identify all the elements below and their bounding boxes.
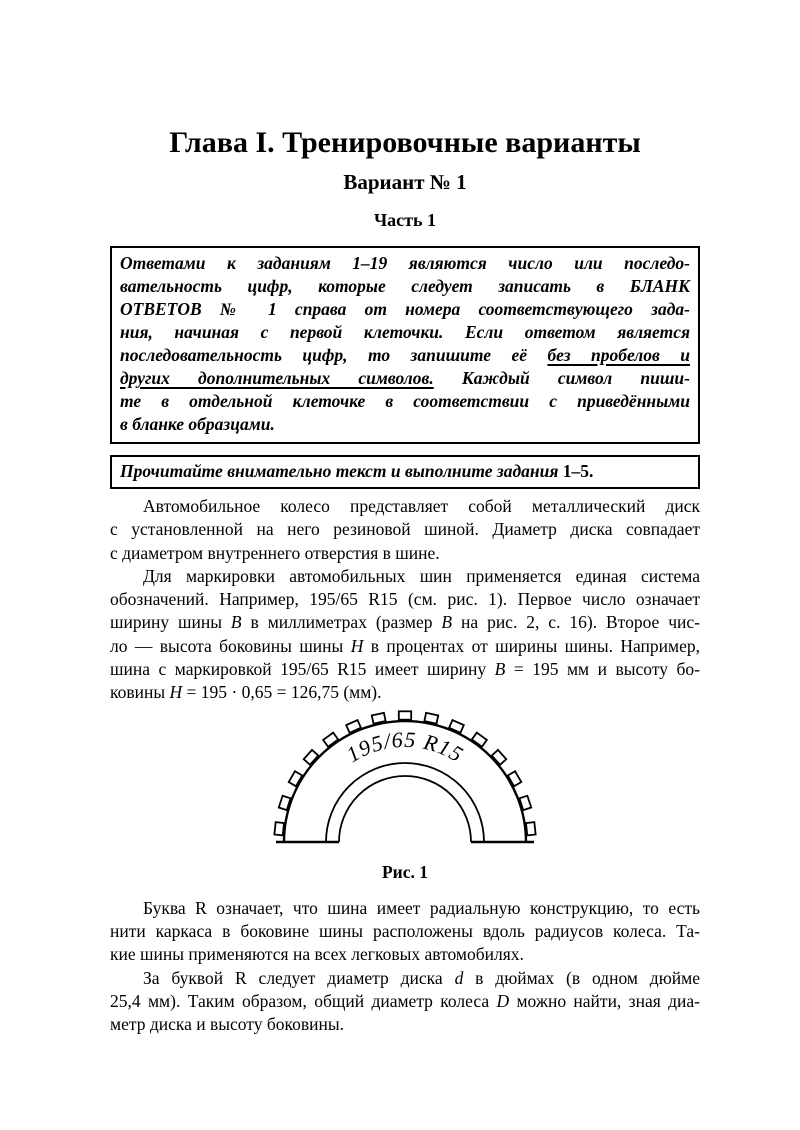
text-segment: За буквой R следует диаметр диска [143,967,455,988]
tread-block [304,750,319,765]
text-segment: Ответами к заданиям 1–19 являются число или последо- [120,253,690,273]
body-text [110,495,700,1036]
text-segment: можно найти, зная диа- [509,990,700,1011]
text-line [110,943,700,966]
text-line [110,681,700,704]
text-segment: B [494,659,506,680]
text-segment: H [350,635,364,656]
text-line [120,413,690,436]
text-segment: 1–5. [562,461,594,481]
text-segment: Для маркировки автомобильных шин применяется единая система [143,565,700,586]
text-segment: B [441,612,453,633]
tread-block [472,732,487,746]
text-segment: шина с маркировкой 195/65 R15 имеет ширину [110,659,495,680]
text-line [110,588,700,611]
paragraph-marking [110,565,700,705]
figure-caption: Рис. 1 [381,861,429,882]
text-segment: в процентах от ширины шины. Например, [363,635,701,656]
text-segment: ковины [110,682,170,703]
text-segment: = 195 мм и высоту бо- [505,659,700,680]
text-segment: = 195 · 0,65 = 126,75 (мм). [182,682,382,703]
paragraph-radial [110,897,700,967]
text-segment: с установленной на него резиновой шиной. Диаметр диска совпадает [110,519,700,540]
text-segment: H [169,682,183,703]
text-segment: Прочитайте внимательно текст и выполните задания [120,461,563,481]
part-title: Часть 1 [373,210,437,230]
text-segment: в бланке образцами. [120,414,275,434]
text-segment: последовательность цифр, то запишите её [120,345,548,365]
text-line [110,658,700,681]
paragraph-wheel-intro [110,495,700,565]
paragraph-diameter [110,967,700,1037]
text-segment: ния, начиная с первой клеточки. Если ответом является [120,322,690,342]
tire-inner-arc [339,776,471,842]
text-line [120,321,690,344]
tread-block [526,822,536,835]
text-segment: в дюймах (в одном дюйме [463,967,700,988]
text-line [110,495,700,518]
text-segment: d [454,967,464,988]
text-line [120,459,690,483]
tread-block [274,822,284,835]
text-line [120,367,690,390]
text-line [120,252,690,275]
text-segment: в миллиметрах (размер [241,612,442,633]
tread-block [492,750,507,765]
text-segment: обозначений. Например, 195/65 R15 (см. рис. 1). Первое число означает [110,589,700,610]
text-segment: без пробелов и [547,345,690,365]
text-line [110,897,700,920]
text-segment: B [230,612,242,633]
text-line [110,920,700,943]
page-content [110,0,700,1036]
read-instruction-box [110,455,700,489]
text-line [110,518,700,541]
text-line [110,635,700,658]
text-line [120,344,690,367]
text-segment: вательность цифр, которые следует записать в БЛАНК [120,276,690,296]
text-segment: нити каркаса в боковине шины расположены вдоль радиусов колеса. Та- [110,920,700,941]
tire-figure [110,709,700,883]
text-line [110,565,700,588]
text-segment: D [496,990,510,1011]
tire-middle-arc [326,763,484,842]
tire-label-curved: 195/65 R15 [341,726,469,767]
text-segment: других дополнительных символов. [120,368,434,388]
variant-title: Вариант № 1 [343,170,467,194]
text-segment: Буква R означает, что шина имеет радиальную конструкцию, то есть [143,897,700,918]
text-segment: те в отдельной клеточке в соответствии с приведёнными [120,391,690,411]
text-line [110,990,700,1013]
text-line [110,1013,700,1036]
text-segment: ОТВЕТОВ № 1 справа от номера соответствующего зада- [120,299,690,319]
text-segment: ширину шины [110,612,231,633]
text-line [120,275,690,298]
tread-block [399,711,411,719]
text-line [110,967,700,990]
text-segment: метр диска и высоту боковины. [110,1014,344,1035]
tread-block [323,732,338,746]
text-line [110,611,700,634]
text-segment: кие шины применяются на всех легковых автомобилях. [110,944,524,965]
text-segment: Каждый символ пиши- [433,368,690,388]
text-segment: 25,4 мм). Таким образом, общий диаметр колеса [110,990,497,1011]
text-line [110,542,700,565]
text-line [120,298,690,321]
chapter-title: Глава I. Тренировочные варианты [169,126,641,159]
tire-diagram-svg [273,709,537,849]
text-segment: ло — высота боковины шины [110,635,351,656]
text-segment: на рис. 2, с. 16). Второе чис- [452,612,700,633]
text-segment: с диаметром внутреннего отверстия в шине. [110,542,440,563]
instructions-box [110,246,700,444]
text-segment: Автомобильное колесо представляет собой металлический диск [143,496,700,516]
text-line [120,390,690,413]
